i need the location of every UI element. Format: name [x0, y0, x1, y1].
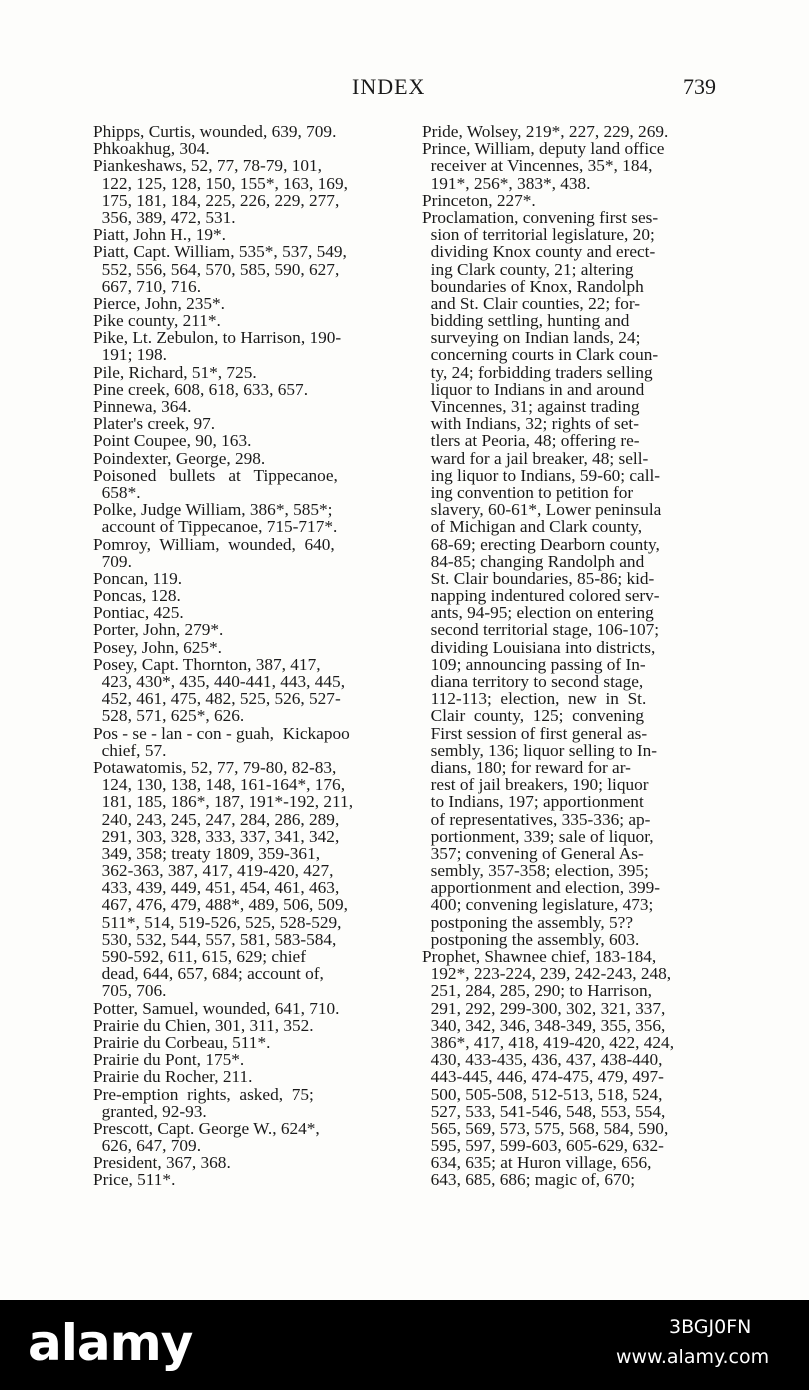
index-line: 340, 342, 346, 348-349, 355, 356, [422, 1015, 666, 1035]
index-line: postponing the assembly, 5?? [422, 912, 634, 932]
index-line: ty, 24; forbidding traders selling [422, 362, 653, 382]
index-line: St. Clair boundaries, 85-86; kid- [422, 568, 655, 588]
index-line: Prairie du Pont, 175*. [93, 1050, 245, 1070]
index-line: rest of jail breakers, 190; liquor [422, 775, 649, 795]
index-line: second territorial stage, 106-107; [422, 620, 660, 640]
index-line: Prairie du Corbeau, 511*. [93, 1032, 271, 1052]
index-line: Princeton, 227*. [422, 190, 536, 210]
index-line: Piatt, Capt. William, 535*, 537, 549, [93, 242, 347, 262]
index-line: 527, 533, 541-546, 548, 553, 554, [422, 1101, 666, 1121]
index-line: ants, 94-95; election on entering [422, 603, 654, 623]
index-line: Pike county, 211*. [93, 311, 221, 331]
index-line: 400; convening legislature, 473; [422, 895, 654, 915]
index-line: dead, 644, 657, 684; account of, [93, 964, 324, 984]
index-line: dians, 180; for reward for ar- [422, 757, 631, 777]
index-line: 423, 430*, 435, 440-441, 443, 445, [93, 672, 346, 691]
index-line: slavery, 60-61*, Lower peninsula [422, 500, 662, 520]
index-line: sembly, 136; liquor selling to In- [422, 740, 658, 760]
index-line: 122, 125, 128, 150, 155*, 163, 169, [93, 173, 348, 193]
index-line: 626, 647, 709. [93, 1136, 202, 1156]
index-line: Pride, Wolsey, 219*, 227, 229, 269. [422, 122, 669, 141]
index-line: First session of first general as- [422, 723, 648, 743]
index-line: Pontiac, 425. [93, 603, 184, 623]
index-line: surveying on Indian lands, 24; [422, 328, 641, 348]
index-line: Posey, John, 625*. [93, 637, 222, 657]
alamy-logo: alamy [28, 1314, 193, 1372]
index-line: 251, 284, 285, 290; to Harrison, [422, 981, 652, 1001]
index-line: 192*, 223-224, 239, 242-243, 248, [422, 964, 672, 984]
index-line: postponing the assembly, 603. [422, 929, 640, 949]
index-line: boundaries of Knox, Randolph [422, 276, 644, 296]
index-line: Prairie du Chien, 301, 311, 352. [93, 1015, 314, 1035]
index-line: 634, 635; at Huron village, 656, [422, 1153, 652, 1173]
index-line: 467, 476, 479, 488*, 489, 506, 509, [93, 895, 348, 915]
index-line: President, 367, 368. [93, 1153, 231, 1173]
index-line: Porter, John, 279*. [93, 620, 224, 640]
index-line: Poncan, 119. [93, 568, 183, 588]
index-line: sion of territorial legislature, 20; [422, 225, 655, 245]
index-line: receiver at Vincennes, 35*, 184, [422, 156, 653, 176]
index-line: Poindexter, George, 298. [93, 448, 266, 468]
index-line: 175, 181, 184, 225, 226, 229, 277, [93, 190, 340, 210]
index-line: Clair county, 125; convening [422, 706, 645, 726]
index-line: 500, 505-508, 512-513, 518, 524, [422, 1084, 663, 1104]
index-line: with Indians, 32; rights of set- [422, 414, 639, 434]
index-line: 595, 597, 599-603, 605-629, 632- [422, 1136, 664, 1156]
index-column-left [93, 123, 401, 1189]
index-line: concerning courts in Clark coun- [422, 345, 659, 365]
index-line: apportionment and election, 399- [422, 878, 661, 898]
index-line: 356, 389, 472, 531. [93, 207, 236, 227]
index-line: Polke, Judge William, 386*, 585*; [93, 500, 333, 520]
index-line: 530, 532, 544, 557, 581, 583-584, [93, 929, 337, 949]
index-line: Pinnewa, 364. [93, 397, 192, 416]
index-line: Point Coupee, 90, 163. [93, 431, 252, 451]
index-line: ing Clark county, 21; altering [422, 259, 634, 279]
index-column-right [422, 123, 732, 1189]
index-line: Posey, Capt. Thornton, 387, 417, [93, 654, 321, 674]
index-line: napping indentured colored serv- [422, 586, 660, 606]
index-line: dividing Louisiana into districts, [422, 637, 656, 657]
index-line: of representatives, 335-336; ap- [422, 809, 651, 829]
index-line: 240, 243, 245, 247, 284, 286, 289, [93, 809, 340, 829]
index-line: Prince, William, deputy land office [422, 139, 665, 159]
index-line: Potawatomis, 52, 77, 79-80, 82-83, [93, 757, 337, 777]
index-line: Piankeshaws, 52, 77, 78-79, 101, [93, 156, 322, 176]
index-line: 386*, 417, 418, 419-420, 422, 424, [422, 1032, 675, 1052]
index-line: Prairie du Rocher, 211. [93, 1067, 253, 1087]
page-number: 739 [683, 74, 716, 99]
index-line: of Michigan and Clark county, [422, 517, 643, 537]
index-line: 433, 439, 449, 451, 454, 461, 463, [93, 878, 340, 898]
index-line: account of Tippecanoe, 715-717*. [93, 517, 338, 537]
index-line: liquor to Indians in and around [422, 379, 645, 399]
index-line: Prophet, Shawnee chief, 183-184, [422, 947, 657, 966]
index-line: Pile, Richard, 51*, 725. [93, 362, 257, 382]
index-line: Pike, Lt. Zebulon, to Harrison, 190- [93, 328, 342, 348]
index-line: ing liquor to Indians, 59-60; call- [422, 465, 661, 485]
index-line: 109; announcing passing of In- [422, 654, 646, 674]
index-line: Phipps, Curtis, wounded, 639, 709. [93, 122, 337, 141]
index-line: portionment, 339; sale of liquor, [422, 826, 654, 846]
index-line: 430, 433-435, 436, 437, 438-440, [422, 1050, 663, 1070]
index-line: Piatt, John H., 19*. [93, 225, 226, 245]
index-line: 565, 569, 573, 575, 568, 584, 590, [422, 1118, 669, 1138]
index-line: 511*, 514, 519-526, 525, 528-529, [93, 912, 342, 932]
index-line: bidding settling, hunting and [422, 311, 630, 331]
index-line: 84-85; changing Randolph and [422, 551, 645, 571]
index-line: 658*. [93, 482, 141, 502]
index-line: 291, 292, 299-300, 302, 321, 337, [422, 998, 666, 1018]
page-title: INDEX [352, 74, 426, 99]
index-line: Prescott, Capt. George W., 624*, [93, 1118, 320, 1138]
index-line: ing convention to petition for [422, 482, 634, 502]
index-line: 112-113; election, new in St. [422, 689, 647, 709]
index-line: Poncas, 128. [93, 586, 181, 606]
index-line: 552, 556, 564, 570, 585, 590, 627, [93, 259, 340, 279]
watermark-url: www.alamy.com [616, 1346, 770, 1368]
index-line: and St. Clair counties, 22; for- [422, 293, 641, 313]
index-line: Vincennes, 31; against trading [422, 397, 640, 416]
index-line: 643, 685, 686; magic of, 670; [422, 1170, 636, 1190]
index-line: Proclamation, convening first ses- [422, 207, 659, 227]
index-line: Pre-emption rights, asked, 75; [93, 1084, 314, 1104]
index-line: 362-363, 387, 417, 419-420, 427, [93, 861, 334, 881]
index-line: 191; 198. [93, 345, 167, 365]
index-line: Pos - se - lan - con - guah, Kickapoo [93, 723, 350, 743]
index-line: 705, 706. [93, 981, 167, 1001]
index-line: 667, 710, 716. [93, 276, 202, 296]
index-line: Pierce, John, 235*. [93, 293, 225, 313]
index-line: 452, 461, 475, 482, 525, 526, 527- [93, 689, 341, 709]
index-line: sembly, 357-358; election, 395; [422, 861, 649, 881]
index-line: dividing Knox county and erect- [422, 242, 656, 262]
image-id: 3BGJ0FN [669, 1316, 752, 1338]
index-line: 443-445, 446, 474-475, 479, 497- [422, 1067, 664, 1087]
index-line: Potter, Samuel, wounded, 641, 710. [93, 998, 340, 1018]
index-line: chief, 57. [93, 740, 167, 760]
index-line: Pomroy, William, wounded, 640, [93, 534, 335, 554]
index-line: to Indians, 197; apportionment [422, 792, 644, 812]
index-line: 590-592, 611, 615, 629; chief [93, 947, 306, 966]
index-line: Phkoakhug, 304. [93, 139, 210, 159]
index-line: Plater's creek, 97. [93, 414, 216, 434]
index-line: 68-69; erecting Dearborn county, [422, 534, 660, 554]
index-line: 291, 303, 328, 333, 337, 341, 342, [93, 826, 340, 846]
index-line: granted, 92-93. [93, 1101, 207, 1121]
index-line: Price, 511*. [93, 1170, 176, 1190]
index-line: 124, 130, 138, 148, 161-164*, 176, [93, 775, 346, 795]
index-line: 191*, 256*, 383*, 438. [422, 173, 591, 193]
index-line: 357; convening of General As- [422, 843, 644, 863]
index-line: Poisoned bullets at Tippecanoe, [93, 465, 338, 485]
index-line: 528, 571, 625*, 626. [93, 706, 245, 726]
index-line: Pine creek, 608, 618, 633, 657. [93, 379, 309, 399]
index-line: 181, 185, 186*, 187, 191*-192, 211, [93, 792, 354, 812]
index-line: ward for a jail breaker, 48; sell- [422, 448, 649, 468]
index-line: 709. [93, 551, 132, 571]
index-line: tlers at Peoria, 48; offering re- [422, 431, 640, 451]
index-line: diana territory to second stage, [422, 672, 644, 691]
index-line: 349, 358; treaty 1809, 359-361, [93, 843, 321, 863]
